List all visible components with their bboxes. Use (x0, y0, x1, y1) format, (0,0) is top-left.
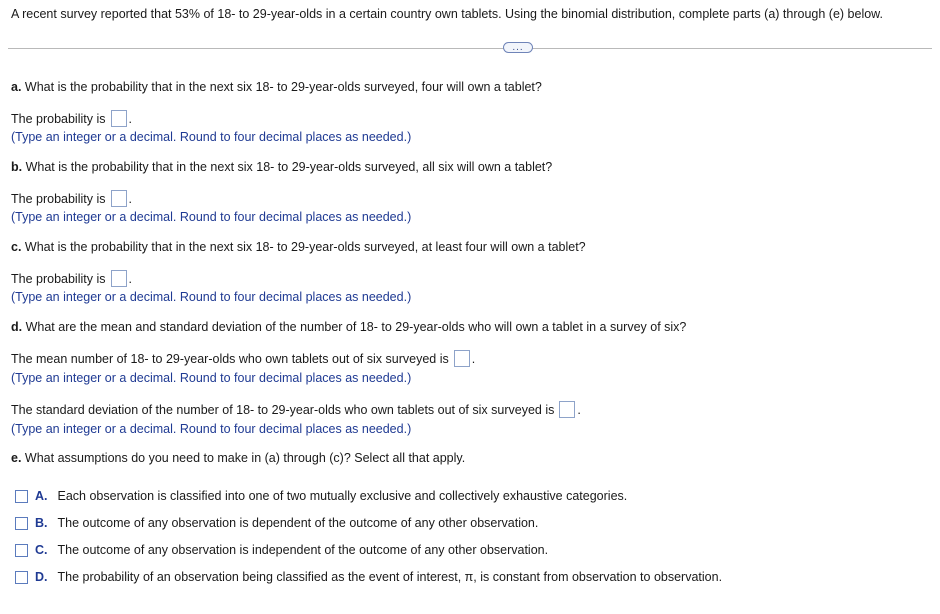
sd-input[interactable] (559, 401, 575, 418)
question-text: What are the mean and standard deviation of the number of 18- to 29-year-olds who will own a tablet in a survey of six? (25, 320, 687, 334)
period: . (128, 271, 132, 286)
part-label: e. (11, 451, 22, 465)
period: . (128, 191, 132, 206)
answer-prefix: The probability is (11, 191, 106, 206)
question-text: What assumptions do you need to make in (a) through (c)? Select all that apply. (24, 451, 466, 465)
option-letter: A. (35, 489, 48, 503)
option-text: The outcome of any observation is independent of the outcome of any other observation. (57, 543, 549, 557)
option-text: The probability of an observation being classified as the event of interest, π, is constant from observation to observation. (57, 570, 723, 584)
question-d (11, 320, 686, 334)
answer-input-a[interactable] (111, 110, 127, 127)
period: . (471, 351, 476, 366)
question-c (11, 240, 586, 254)
question-text: What is the probability that in the next six 18- to 29-year-olds surveyed, at least four will own a tablet? (24, 240, 586, 254)
checkbox-c[interactable] (15, 544, 28, 557)
option-a[interactable] (15, 489, 627, 503)
option-letter: B. (35, 516, 48, 530)
problem-intro: A recent survey reported that 53% of 18- to 29-year-olds in a certain country own tablets. Using the binomial distribution, complete parts (a) through (e) below. (11, 7, 883, 21)
option-text: The outcome of any observation is dependent of the outcome of any other observation. (57, 516, 539, 530)
hint-d-mean: (Type an integer or a decimal. Round to four decimal places as needed.) (11, 371, 412, 385)
mean-input[interactable] (454, 350, 470, 367)
answer-input-c[interactable] (111, 270, 127, 287)
answer-row-d-mean (11, 350, 475, 367)
hint-c: (Type an integer or a decimal. Round to four decimal places as needed.) (11, 290, 412, 304)
period: . (128, 111, 132, 126)
question-a (11, 80, 542, 94)
answer-row-d-sd (11, 401, 581, 418)
answer-row-a (11, 110, 132, 127)
checkbox-b[interactable] (15, 517, 28, 530)
option-text: Each observation is classified into one of two mutually exclusive and collectively exhaustive categories. (57, 489, 628, 503)
answer-input-b[interactable] (111, 190, 127, 207)
part-label: c. (11, 240, 22, 254)
option-letter: D. (35, 570, 48, 584)
option-d[interactable] (15, 570, 722, 584)
question-text: What is the probability that in the next six 18- to 29-year-olds surveyed, all six will own a tablet? (25, 160, 553, 174)
part-label: d. (11, 320, 23, 334)
sd-prefix: The standard deviation of the number of 18- to 29-year-olds who own tablets out of six surveyed is (11, 402, 555, 417)
question-e (11, 451, 465, 465)
answer-prefix: The probability is (11, 111, 106, 126)
part-label: b. (11, 160, 23, 174)
checkbox-a[interactable] (15, 490, 28, 503)
part-label: a. (11, 80, 22, 94)
hint-b: (Type an integer or a decimal. Round to four decimal places as needed.) (11, 210, 412, 224)
mean-prefix: The mean number of 18- to 29-year-olds who own tablets out of six surveyed is (11, 351, 449, 366)
option-b[interactable] (15, 516, 538, 530)
hint-a: (Type an integer or a decimal. Round to four decimal places as needed.) (11, 130, 412, 144)
hint-d-sd: (Type an integer or a decimal. Round to four decimal places as needed.) (11, 422, 412, 436)
option-letter: C. (35, 543, 48, 557)
answer-prefix: The probability is (11, 271, 106, 286)
option-c[interactable] (15, 543, 548, 557)
period: . (577, 402, 581, 417)
more-button[interactable]: ... (503, 42, 533, 53)
question-text: What is the probability that in the next six 18- to 29-year-olds surveyed, four will own a tablet? (24, 80, 542, 94)
checkbox-d[interactable] (15, 571, 28, 584)
divider (8, 48, 932, 49)
answer-row-b (11, 190, 132, 207)
question-b (11, 160, 552, 174)
answer-row-c (11, 270, 132, 287)
